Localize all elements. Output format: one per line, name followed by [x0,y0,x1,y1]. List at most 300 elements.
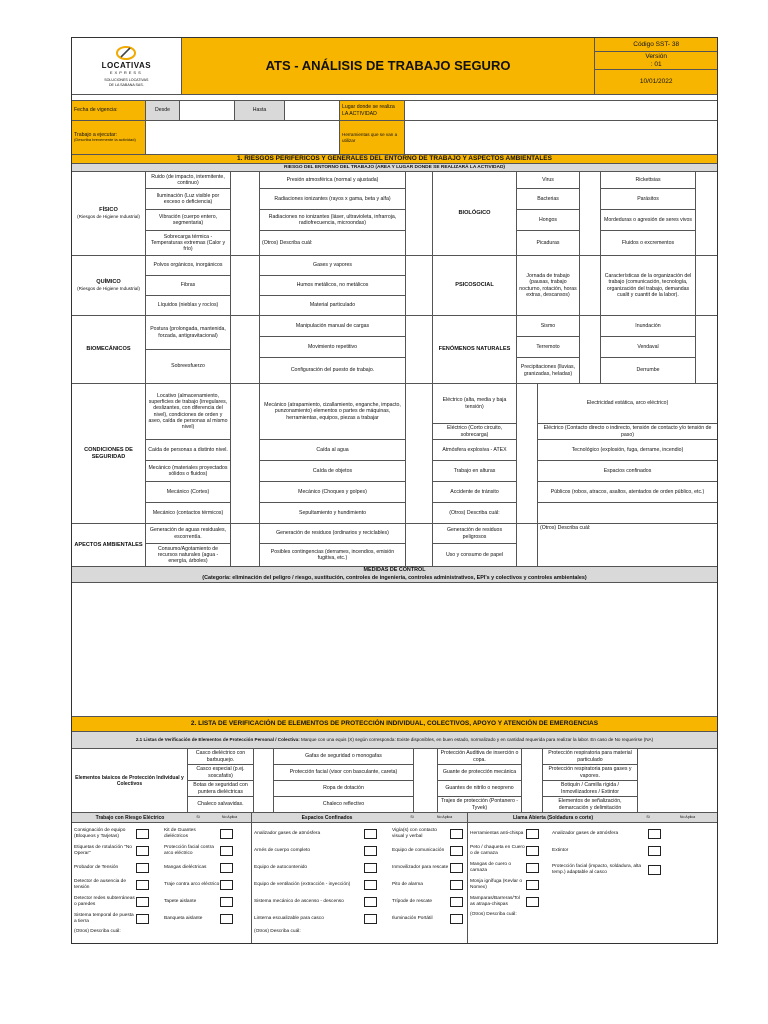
checkbox[interactable] [136,897,149,907]
medidas-header [72,567,717,583]
risk-item: Ruido (de impacto, intermitente, continuo) [146,172,230,189]
check-label: (Otros) Describa cuál: [254,929,301,935]
epp-item: Chaleco salvavidas. [197,801,244,808]
risk-item: Jornada de trabajo (pausas, trabajo nocturno, rotación, horas extras, descansos) [517,256,580,315]
checkbox[interactable] [648,865,661,875]
check-h1: Trabajo con Riesgo Eléctrico [95,814,165,821]
risk-item: Presión atmosférica (normal y ajustada) [260,172,405,189]
check-label: Inmovilizador para rescate [392,864,449,870]
epp-marks-4[interactable] [638,749,717,812]
fisico-marks-a[interactable] [231,172,260,255]
risk-item: Polvos orgánicos, inorgánicos [146,256,230,276]
cond-list-d [538,384,717,523]
risk-item: (Otros) Describa cuál: [449,509,500,516]
check-label: Protección facial (impacto, soldadura, alta temp.) adaptable al casco [552,864,642,875]
risk-item: Sobrecarga térmica - Temperaturas extremas (Calor y frío) [150,233,226,253]
check-col-g2 [550,825,717,943]
section-2-header [72,717,717,732]
check-row [74,825,164,842]
checkbox[interactable] [220,914,233,924]
check-label: Mamparas/Barreras/Tol as atrapa-chispas [470,895,520,907]
risk-item: Líquidos (nieblas y rocíos) [157,302,219,309]
section-1-title: 1. RIESGOS PERIFERICOS Y GENERALES DEL ENTORNO DE TRABAJO Y ASPECTOS AMBIENTALES [237,155,552,163]
check-label: Iluminación Portátil [392,915,433,921]
cat-fisico [72,172,146,255]
amb-list-b [260,524,406,566]
check-row [470,825,550,842]
checks-electrico [72,823,252,943]
check-col-f2 [392,825,467,943]
check-row [470,876,550,893]
desde-field[interactable] [180,101,235,120]
check-label: Banqueta aislante [164,915,203,921]
check-row [74,859,164,876]
amb-marks-b[interactable] [406,524,433,566]
checkbox[interactable] [136,846,149,856]
risk-item: Sepultamiento y hundimiento [299,509,366,516]
block-ambientales [72,524,717,567]
biomec-list-a [146,316,231,383]
check-label: Protección facial contra arco eléctrico [164,844,214,856]
risk-item: Consumo/Agotamiento de recursos naturales (agua - energía, árboles) [157,545,219,565]
check-si: Si [196,815,200,820]
epp-item: Botas de seguridad con puntera dieléctricas [188,781,253,797]
check-h3: Llama Abierta (Soldadura o corte) [512,814,594,821]
hasta-label: Hasta [235,101,285,120]
check-col-e2 [164,825,251,943]
epp-item: Protección respiratoria para material particulado [543,749,637,765]
risk-item: Tecnológico (explosión, fuga, derrame, incendio) [538,440,717,461]
risk-item: Locativo (almacenamiento, superficies de trabajo (irregulares, deslizantes, con diferencia del nivel), condiciones de orden y aseo, caída de personas al mismo nivel) [146,384,230,440]
check-row [254,876,392,893]
check-label: Pito de alarma [392,881,423,887]
check-label: Equipo de ventilación (extracción - inyección) [254,881,351,887]
check-row [254,842,392,859]
check-label: Monja ignífuga (Kevlar o Nomex) [470,878,522,890]
epp-block [72,749,717,813]
check-label: Tapete aislante [164,898,197,904]
checkbox[interactable] [526,846,539,856]
check-label: Extintor [552,847,569,853]
risk-item: Gases y vapores [260,256,405,276]
bio-marks-a[interactable] [580,172,601,255]
check-row [552,842,717,859]
checkbox[interactable] [220,897,233,907]
check-label: Traje contra arco eléctrico [164,881,220,887]
doc-code: Código SST- 38 [595,38,717,52]
checkbox[interactable] [450,880,463,890]
checkbox[interactable] [450,829,463,839]
risk-item: Derrumbe [636,367,660,374]
check-row [164,825,251,842]
medidas-title: MEDIDAS DE CONTROL [363,567,426,574]
check-row [392,876,467,893]
check-label: Mangas de cuero o carnaza [470,861,512,873]
check-label: Analizador gases de atmósfera [254,830,321,836]
risk-item: Generación de residuos peligrosos [433,524,516,544]
risk-item: Radiaciones ionizantes (rayos x gama, beta y alfa) [260,189,405,210]
check-row [470,859,550,876]
trabajo-label: Trabajo a ejecutar: [74,131,118,138]
bio-list-b [601,172,696,255]
epp-item: Casco especial (p.ej. soscafatis) [188,765,253,781]
epp-item: Protección facial (visor con basculante, careta) [274,765,413,781]
check-row [254,859,392,876]
risk-item: Radiaciones no ionizantes (láser, ultravioleta, infrarroja, radiofrecuencia, microondas) [260,210,405,231]
check-label: Equipo de comunicación [392,847,445,853]
bio-list-a [517,172,580,255]
biomec-marks-b[interactable] [406,316,433,383]
risk-item: Sismo [517,316,579,337]
risk-item: Hongos [517,210,579,231]
section-2-note [72,732,717,749]
epp-item: Trajes de protección (Pontanero - Tyvek) [440,798,519,811]
section-1-subheader [72,164,717,172]
checkbox[interactable] [364,914,377,924]
check-si: Si [410,815,414,820]
check-label: Detector de ausencia de tensión [74,878,126,890]
block-fisico [72,172,717,256]
risk-item: Espacios confinados [538,461,717,482]
check-row [164,910,251,927]
checkbox[interactable] [136,914,149,924]
risk-item: Mordeduras o agresión de seres vivos [601,210,695,231]
check-label: Consignación de equipo (Bloqueos y Tarjetas) [74,827,126,839]
check-label: Analizador gases de atmósfera [552,830,619,836]
cond-marks-a[interactable] [231,384,260,523]
check-row [164,859,251,876]
cat-fisico-title: FÍSICO [99,207,118,214]
risk-item: Material particulado [309,302,356,309]
checkbox[interactable] [364,846,377,856]
risk-item: Configuración del puesto de trabajo. [290,367,375,374]
doc-meta [595,38,717,94]
check-h2: Espacios Confinados [301,814,353,821]
risk-item: Caída al agua [260,440,405,461]
checks-body [72,823,717,943]
medidas-sub: (Categoría: eliminación del peligro / riesgo, sustitución, controles de ingeniería, controles administrativos, EPI's y colectivos y controles ambientales) [202,574,587,581]
check-label: Probador de Tensión [74,864,119,870]
checkbox[interactable] [364,897,377,907]
checkbox[interactable] [220,846,233,856]
risk-item: Postura (prolongada, mantenida, forzada, antigravitacional) [146,316,230,350]
epp-col-3 [438,749,522,812]
check-label: Herramientas anti-chispa [470,830,524,836]
risk-item: Generación de residuos (ordinarios y reciclables) [260,524,405,544]
epp-col-1 [188,749,254,812]
checkbox[interactable] [136,880,149,890]
section-1-header [72,155,717,164]
check-row [164,893,251,910]
epp-category: Elementos básicos de Protección Individual y Colectivos [72,749,188,812]
checkbox[interactable] [526,897,539,907]
checkbox[interactable] [136,829,149,839]
check-row [470,842,550,859]
cat-condiciones: CONDICIONES DE SEGURIDAD [72,384,146,523]
cond-list-c [433,384,517,523]
info-row-1 [72,101,717,121]
cond-marks-c[interactable] [517,384,538,523]
version-value: : 01 [595,61,717,70]
checkbox[interactable] [526,880,539,890]
trabajo-sub: (Describa brevemente la actividad) [74,137,136,143]
header [72,38,717,95]
quimico-list-b [260,256,406,315]
epp-marks-1[interactable] [254,749,274,812]
doc-date: 10/01/2022 [639,78,673,86]
risk-item: Caída de personas a distinto nivel. [146,440,230,461]
risk-item: Características de la organización del trabajo (comunicación, tecnología, organización del trabajo, demandas cualit y cuantit de la labor). [601,256,696,315]
risk-item: Iluminación (Luz visible por exceso o deficiencia) [146,189,230,210]
check-na: No Aplica [208,813,252,822]
block-biomecanicos [72,316,717,384]
checks-header [72,813,717,823]
brand: LOCATIVAS [101,60,152,70]
risk-item: Virus [517,172,579,189]
check-label: Mangas dieléctricas [164,864,207,870]
check-label: Arnés de cuerpo completo [254,847,310,853]
trabajo-field[interactable] [146,121,340,154]
cond-marks-b[interactable] [406,384,433,523]
check-label: Sistema temporal de puesta a tierra [74,912,134,924]
risk-item: Uso y consumo de papel [445,551,504,558]
check-label: Sistema mecánico de ascenso - descenso [254,898,344,904]
check-na: No Aplica [679,815,696,820]
check-row [74,910,164,927]
cond-list-b [260,384,406,523]
herramientas-label: Herramientas que se van a utilizar [340,121,405,154]
check-row [74,927,164,937]
amb-marks-c[interactable] [517,524,538,566]
epp-marks-3[interactable] [522,749,543,812]
risk-item: Mecánico (contactos térmicos) [152,509,224,516]
page-title: ATS - ANÁLISIS DE TRABAJO SEGURO [182,38,596,94]
check-label: Peto / chaqueta en Cuero o de carnaza [470,844,525,856]
risk-item: Trabajo en alturas [433,461,516,482]
brand-sub: EXPRESS [109,69,143,75]
risk-item: Bacterias [517,189,579,210]
cat-quimico-sub: (Riesgos de Higiene Industrial) [77,286,140,292]
checkbox[interactable] [364,863,377,873]
amb-list-a [146,524,231,566]
check-row [164,876,251,893]
logo-icon [115,45,137,61]
check-row [392,842,467,859]
epp-marks-2[interactable] [414,749,438,812]
check-col-f1 [254,825,392,943]
risk-item: (Otros) Describa cuál: [540,525,591,531]
info-row-2 [72,121,717,155]
check-label: (Otros) Describa cuál: [470,912,517,918]
epp-item: Guantes de nitrilo o neopreno [438,781,521,797]
check-row [254,893,392,910]
risk-item: Sobreesfuerzo [171,363,205,370]
tagline: SOLUCIONES LOCATIVAS DE LA SABANA SAS. [104,78,149,87]
amb-marks-a[interactable] [231,524,260,566]
cat-ambientales: APECTOS AMBIENTALES [72,524,146,566]
check-row [254,910,392,927]
risk-item: Mecánico (materiales proyectados sólidos o fluidos) [146,461,230,482]
psico-mark-a[interactable] [580,256,601,315]
check-row [392,859,467,876]
checkbox[interactable] [450,846,463,856]
check-col-e1 [74,825,164,943]
fen-list-a [517,316,580,383]
checkbox[interactable] [220,829,233,839]
checkbox[interactable] [526,829,539,839]
check-label: Equipo de autocontenido [254,864,308,870]
fecha-label: Fecha de vigencia: [72,101,146,120]
checkbox[interactable] [364,829,377,839]
psico-mark-b[interactable] [696,256,717,315]
check-row [392,825,467,842]
risk-item: Precipitaciones (lluvias, granizadas, heladas) [520,364,576,377]
check-row [74,842,164,859]
check-row [552,859,717,881]
check-label: (Otros) Describa cuál: [74,929,121,935]
cat-biomecanicos: BIOMECÁNICOS [72,316,146,383]
blank-cell [538,503,717,523]
lugar-field[interactable] [405,101,717,120]
check-label: Vigía(s) con contacto visual y verbal [392,827,437,839]
checkbox[interactable] [450,914,463,924]
check-label: Etiquetas de rotulación "No Operar" [74,844,132,856]
checkbox[interactable] [450,897,463,907]
check-row [164,842,251,859]
fen-list-b [601,316,696,383]
risk-item: Movimiento repetitivo [260,337,405,358]
herramientas-field[interactable] [405,121,717,154]
check-label: Linterna escualizable para casco [254,915,324,921]
cat-quimico-title: QUÍMICO [96,279,121,286]
risk-item: Eléctrico (Contacto directo o indirecto, tensión de contacto y/o tensión de paso) [538,424,717,440]
epp-col-2 [274,749,414,812]
epp-item: Botiquín / Camilla rígida / Inmovilizadores / Extintor [543,781,637,797]
hasta-field[interactable] [285,101,340,120]
risk-item: Picaduras [536,239,560,246]
cat-biologico: BIOLÓGICO [433,172,517,255]
risk-item: Vibración (cuerpo entero, segmentaria) [146,210,230,231]
check-row [74,876,164,893]
amb-list-c [433,524,517,566]
note-bold: 2.1 Listas de Verificación de Elementos de Protección Personal / Colectiva: [135,737,300,743]
cat-quimico [72,256,146,315]
epp-item: Casco dieléctrico con barbuquejo. [188,749,253,765]
section-2-title: 2. LISTA DE VERIFICACIÓN DE ELEMENTOS DE PROTECCIÓN INDIVIDUAL, COLECTIVOS, APOYO Y ATENCIÓN DE EMERGENCIAS [190,720,599,728]
check-row [470,910,550,920]
cat-fenomenos: FENÓMENOS NATURALES [433,316,517,383]
risk-item: Fluidos o excrementos [621,239,675,246]
desde-label: Desde [146,101,180,120]
fen-marks-a[interactable] [580,316,601,383]
check-label: Kit de Guantes dieléctricos [164,827,196,839]
check-row [254,927,392,937]
biomec-marks-a[interactable] [231,316,260,383]
quimico-list-a [146,256,231,315]
check-row [470,893,550,910]
quimico-marks-a[interactable] [231,256,260,315]
trabajo-label-cell [72,121,146,154]
risk-item: Rickettsias [601,172,695,189]
checkbox[interactable] [526,863,539,873]
quimico-marks-b[interactable] [406,256,433,315]
epp-item: Protección respiratoria para gases y vapores. [543,765,637,781]
check-na: No Aplica [422,813,468,822]
risk-item: Generación de aguas residuales, escorrentía. [146,524,230,544]
checkbox[interactable] [136,863,149,873]
risk-item: Vendaval [601,337,695,358]
risk-item: Terremoto [517,337,579,358]
risk-item: Electricidad estática, arco eléctrico) [538,384,717,424]
cat-psicosocial: PSICOSOCIAL [433,256,517,315]
version-label: Versión [645,52,668,60]
check-si: Si [646,815,650,820]
risk-item: Parásitos [601,189,695,210]
epp-item: Gafas de seguridad o monogafas [274,749,413,765]
epp-item: Ropa de dotación [274,781,413,797]
check-col-g1 [470,825,550,943]
risk-item: Eléctrico (Corto circuito, sobrecarga) [433,424,516,440]
fisico-list-b [260,172,406,255]
epp-item: Elementos de señalización, demarcación y delimitación [558,798,622,811]
block-condiciones [72,384,717,524]
check-row [392,910,467,927]
checkbox[interactable] [220,880,233,890]
risk-item: Inundación [601,316,695,337]
risk-item: Eléctrico (alta, media y baja tensión) [433,384,516,424]
block-quimico [72,256,717,316]
check-row [74,893,164,910]
checkbox[interactable] [648,829,661,839]
checkbox[interactable] [648,846,661,856]
checkbox[interactable] [220,863,233,873]
check-row [392,893,467,910]
check-label: Detector redes subterráneas o paredes [74,895,135,907]
risk-item: Caída de objetos [260,461,405,482]
risk-item: Mecánico (Cortes) [146,482,230,503]
risk-item: Públicos (robos, atracos, asaltos, atentados de orden público, etc.) [538,482,717,503]
medidas-field[interactable] [72,583,717,717]
risk-item: (Otros) Describa cuál: [262,239,313,246]
epp-col-4 [543,749,638,812]
check-row [552,825,717,842]
check-label: Trípode de rescate [392,898,433,904]
risk-item: Fibras [146,276,230,296]
fisico-list-a [146,172,231,255]
epp-item: Guante de protección mecánica [438,765,521,781]
checkbox[interactable] [450,863,463,873]
cond-list-a [146,384,231,523]
ats-form [71,37,718,944]
fen-marks-b[interactable] [696,316,717,383]
epp-item: Chaleco reflectivo [322,801,365,808]
lugar-label: Lugar donde se realiza LA ACTIVIDAD [340,101,405,120]
cat-fisico-sub: (Riesgos de Higiene Industrial) [77,214,140,220]
note-body: Marque con una equis (X) según corresponda: Existe disponibles, en buen estado, normalizado y en cantidad requerida para realizar la labor. En caso de No requerirse (NA) [299,737,654,743]
risk-item: Atmósfera explosiva - ATEX [433,440,516,461]
checks-llama [468,823,717,943]
bio-marks-b[interactable] [696,172,717,255]
epp-item: Protección Auditiva de inserción o copa. [438,749,521,765]
risk-item: Accidente de tránsito [433,482,516,503]
checks-confinados [252,823,468,943]
risk-item: Mecánico (atrapamiento, cizallamiento, enganche, impacto, punzonamiento) elementos o partes de máquinas, herramientas, equipos, piezas a trabajar [260,384,405,440]
fisico-marks-b[interactable] [406,172,433,255]
checkbox[interactable] [364,880,377,890]
risk-item: Humos metálicos, no metálicos [260,276,405,296]
logo [72,38,182,94]
section-1-subtitle: RIESGO DEL ENTORNO DEL TRABAJO (AREA Y LUGAR DONDE SE REALIZARÁ LA ACTIVIDAD) [283,164,506,170]
